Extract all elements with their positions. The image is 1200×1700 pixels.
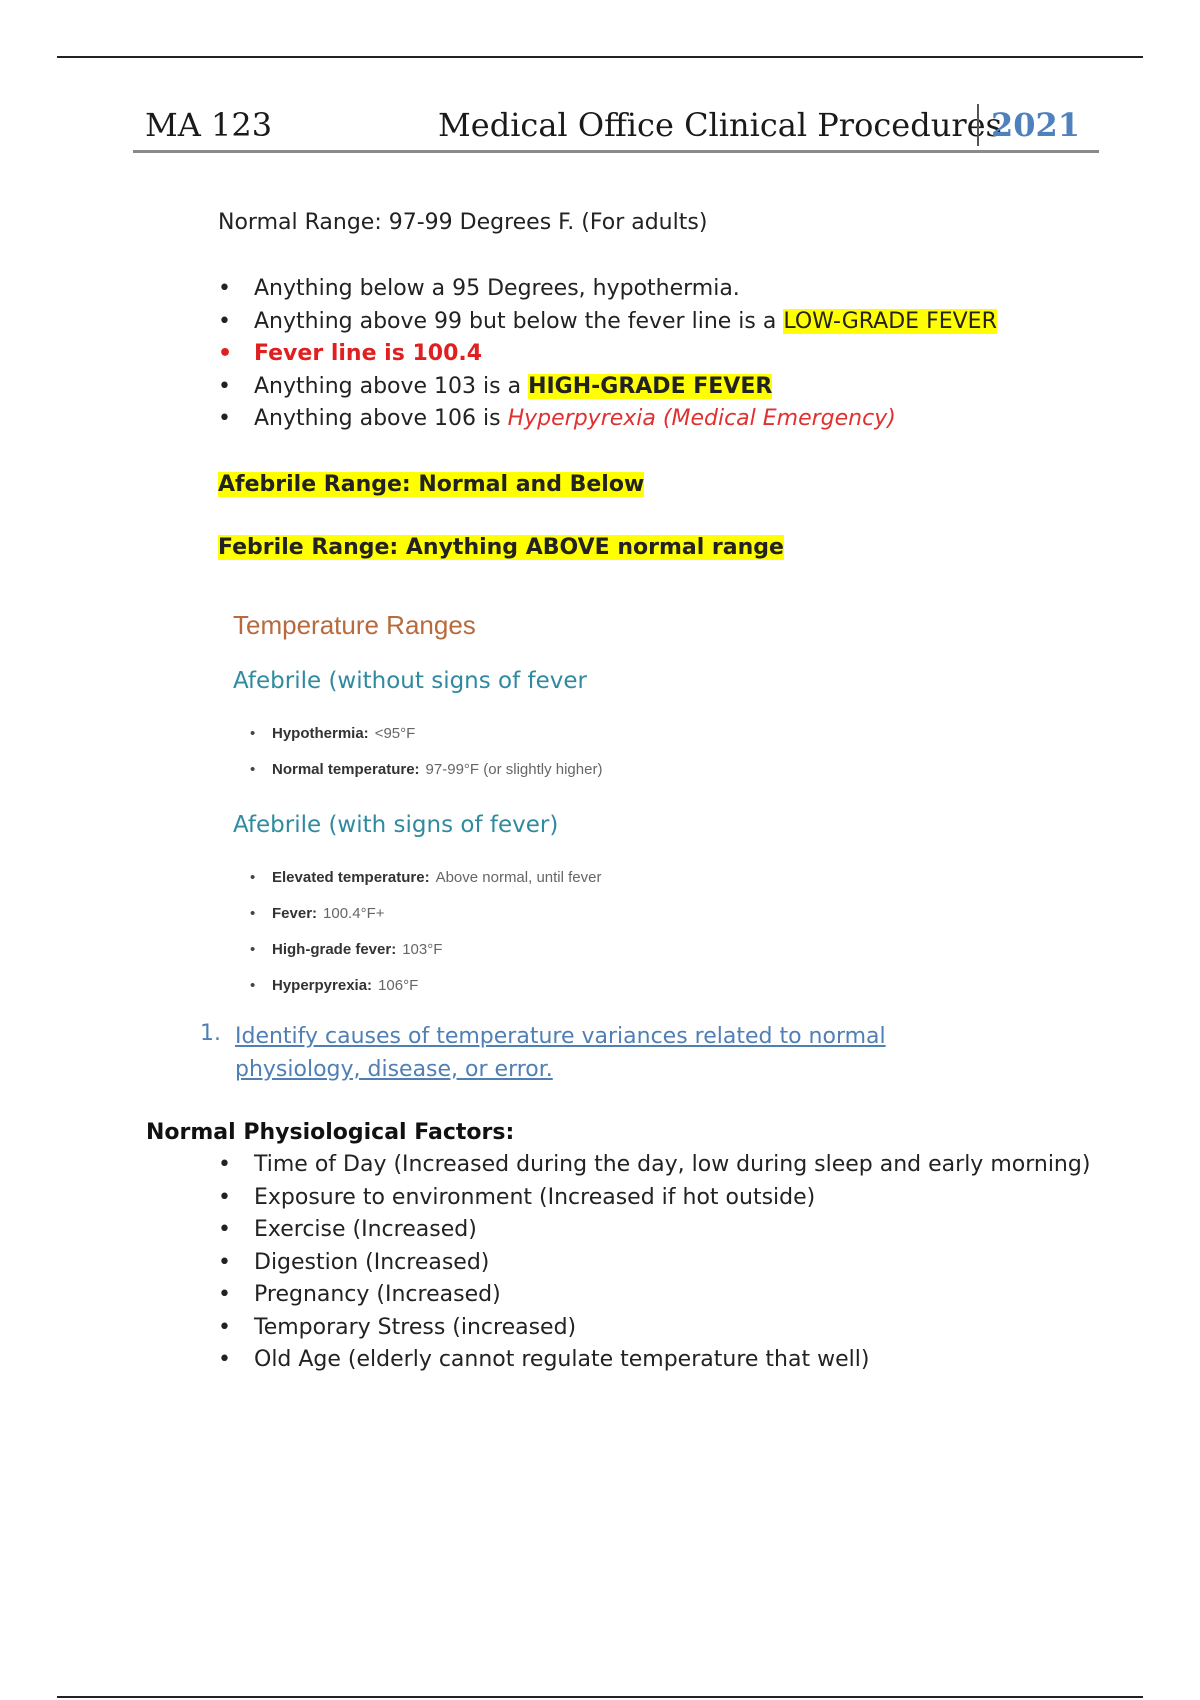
page-header: [133, 100, 1099, 153]
objective-link[interactable]: Identify causes of temperature variances related to normal physiology, disease, or error.: [235, 1024, 886, 1082]
febrile-ranges-list: [250, 860, 601, 1004]
bullet-icon: •: [250, 869, 256, 886]
bullet-icon: •: [218, 1282, 231, 1307]
bullet-icon: •: [218, 1347, 231, 1372]
factors-list: [218, 1149, 1098, 1377]
course-title: Medical Office Clinical Procedures: [438, 106, 1002, 144]
range-value: 106°F: [378, 977, 419, 994]
bullet-icon: •: [218, 1184, 231, 1210]
range-label: Normal temperature:: [272, 761, 420, 778]
low-grade-fever-highlight: LOW-GRADE FEVER: [783, 308, 997, 334]
bottom-rule: [57, 1696, 1143, 1698]
range-label: Elevated temperature:: [272, 869, 430, 886]
list-item: [250, 860, 601, 896]
list-item: [218, 306, 997, 339]
factors-title: Normal Physiological Factors:: [146, 1120, 515, 1145]
list-item-text: Time of Day (Increased during the day, low during sleep and early morning): [254, 1152, 1091, 1177]
high-grade-fever-highlight: HIGH-GRADE FEVER: [528, 373, 773, 399]
range-value: 97-99°F (or slightly higher): [425, 761, 603, 778]
bullet-icon: •: [250, 905, 256, 922]
afebrile-range-text: Afebrile Range: Normal and Below: [218, 472, 645, 497]
list-item: [218, 338, 997, 371]
bullet-icon: •: [218, 276, 231, 301]
temperature-ranges-title: Temperature Ranges: [233, 610, 476, 640]
list-item-text: Anything above 103 is a: [254, 373, 529, 399]
bullet-icon: •: [218, 341, 233, 366]
febrile-range-text: Febrile Range: Anything ABOVE normal range: [218, 535, 784, 560]
fever-list: [218, 273, 997, 436]
bullet-icon: •: [250, 977, 256, 994]
bullet-icon: •: [218, 1314, 231, 1340]
course-year: 2021: [991, 106, 1081, 144]
list-item: [218, 273, 997, 306]
normal-range-text: Normal Range: 97-99 Degrees F. (For adults): [218, 210, 708, 235]
list-item: [218, 403, 997, 436]
list-item: [218, 1247, 1098, 1280]
list-item-text: Pregnancy (Increased): [254, 1282, 501, 1307]
list-item-text: Anything below a 95 Degrees, hypothermia.: [254, 276, 740, 301]
list-item-text: Temporary Stress (increased): [254, 1314, 577, 1340]
list-item: [218, 371, 997, 404]
list-item: [250, 752, 602, 788]
bullet-icon: •: [218, 1249, 231, 1275]
range-label: Hypothermia:: [272, 725, 369, 742]
header-divider: [977, 104, 979, 146]
bullet-icon: •: [250, 725, 256, 742]
list-item: [218, 1149, 1098, 1182]
bullet-icon: •: [250, 941, 256, 958]
fever-line-text: Fever line is 100.4: [254, 341, 483, 366]
list-item: [218, 1182, 1098, 1215]
list-item-text: Anything above 99 but below the fever line is a: [254, 308, 784, 334]
list-item: [250, 896, 601, 932]
list-item-text: Anything above 106 is: [254, 406, 508, 431]
list-item: [250, 932, 601, 968]
bullet-icon: •: [250, 761, 256, 778]
list-item: [250, 716, 602, 752]
febrile-range-line: [218, 535, 784, 560]
bullet-icon: •: [218, 406, 231, 431]
range-label: Hyperpyrexia:: [272, 977, 373, 994]
range-value: <95°F: [374, 725, 416, 742]
top-rule: [57, 56, 1143, 58]
afebrile-ranges-list: [250, 716, 602, 788]
objective-number: 1.: [200, 1021, 221, 1046]
list-item: [218, 1214, 1098, 1247]
bullet-icon: •: [218, 1152, 231, 1177]
bullet-icon: •: [218, 308, 231, 334]
list-item: [218, 1279, 1098, 1312]
range-value: Above normal, until fever: [435, 869, 602, 886]
range-label: High-grade fever:: [272, 941, 397, 958]
range-value: 100.4°F+: [323, 905, 385, 922]
list-item: [218, 1312, 1098, 1345]
list-item: [250, 968, 601, 1004]
febrile-heading: Afebrile (with signs of fever): [233, 812, 559, 838]
bullet-icon: •: [218, 373, 231, 399]
range-label: Fever:: [272, 905, 318, 922]
list-item-text: Old Age (elderly cannot regulate temperature that well): [254, 1347, 870, 1372]
range-value: 103°F: [402, 941, 443, 958]
hyperpyrexia-text: Hyperpyrexia (Medical Emergency): [507, 406, 896, 431]
list-item-text: Exposure to environment (Increased if hot outside): [254, 1184, 816, 1210]
list-item-text: Exercise (Increased): [254, 1217, 477, 1242]
course-code: MA 123: [145, 106, 273, 144]
bullet-icon: •: [218, 1217, 231, 1242]
afebrile-range-line: [218, 472, 644, 497]
afebrile-heading: Afebrile (without signs of fever: [233, 668, 587, 694]
list-item-text: Digestion (Increased): [254, 1249, 490, 1275]
list-item: [218, 1344, 1098, 1377]
